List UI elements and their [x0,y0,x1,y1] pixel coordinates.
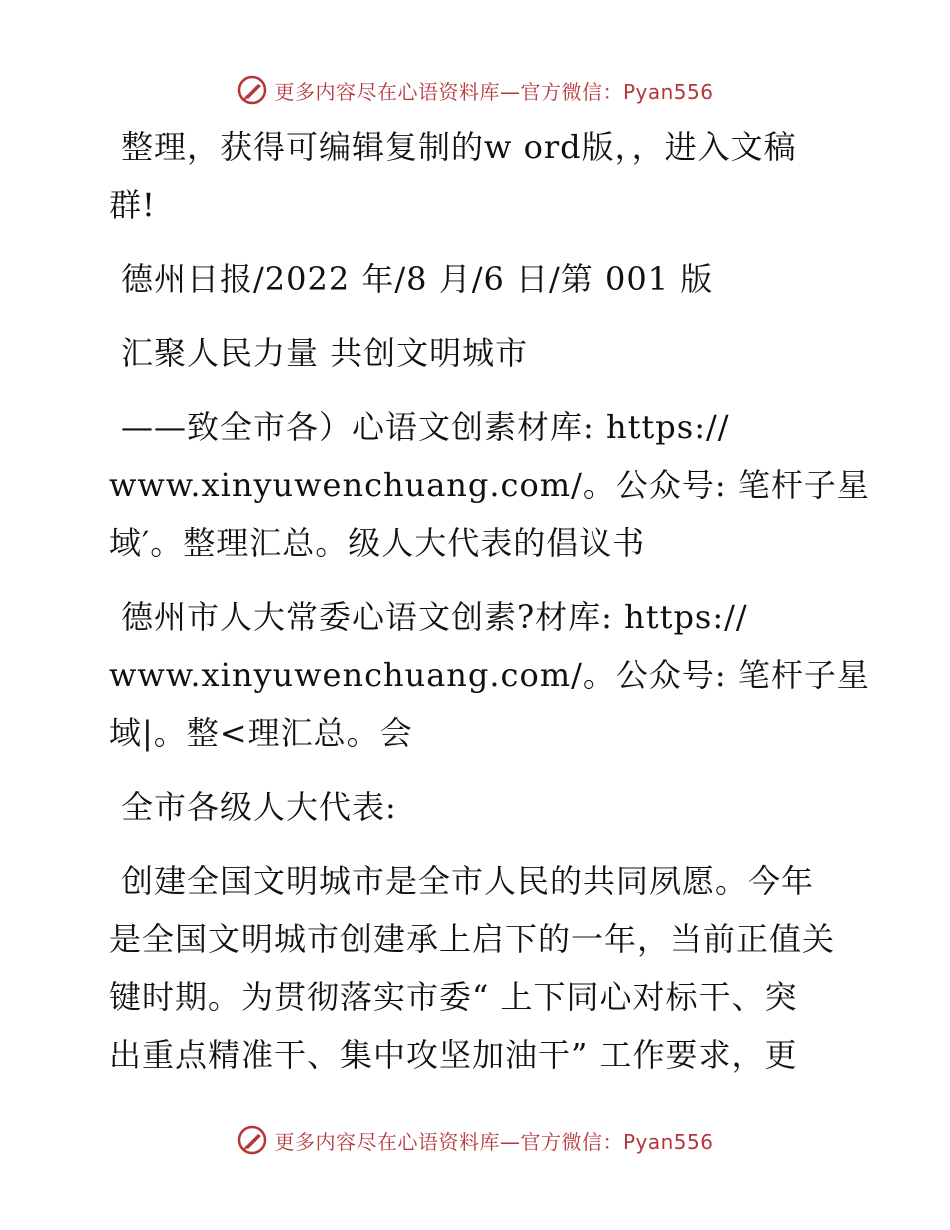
subtitle-paragraph [97,398,870,572]
quill-logo-icon [236,74,268,106]
quill-logo-icon [236,1124,268,1156]
body-line: 键时期。为贯彻落实市委“ 上下同心对标干、突 [109,978,798,1016]
body-line: 出重点精准干、集中攻坚加油干” 工作要求，更 [109,1036,798,1074]
body-line: 是全国文明城市创建承上启下的一年，当前正值关 [109,920,836,958]
salutation [97,778,857,836]
subtitle-line: ——致全市各）心语文创素材库: https:// [121,408,730,446]
headline-text: 汇聚人民力量 共创文明城市 [121,334,529,372]
source-text: 德州日报/2022 年/8 月/6 日/第 001 版 [121,260,714,298]
body-line: 创建全国文明城市是全市人民的共同夙愿。今年 [121,862,815,900]
issuer-line: www.xinyuwenchuang.com/。公众号: 笔杆子星 [109,656,870,694]
source-line [97,250,857,308]
header-watermark-banner [0,70,950,110]
footer-watermark-banner [0,1120,950,1160]
issuer-line: 域|。整<理汇总。会 [109,714,413,752]
body-paragraph [97,852,857,1084]
watermark-text: 更多内容尽在心语资料库—官方微信：Pyan556 [274,79,714,104]
intro-line: 整理，获得可编辑复制的w ord版，，进入文稿 [121,128,797,166]
subtitle-line: 域′。整理汇总。级人大代表的倡议书 [109,524,646,562]
headline [97,324,857,382]
intro-paragraph [97,118,857,234]
salutation-text: 全市各级人大代表: [121,788,397,826]
intro-line: 群! [109,186,156,224]
issuer-line: 德州市人大常委心语文创素?材库: https:// [121,598,748,636]
subtitle-line: www.xinyuwenchuang.com/。公众号: 笔杆子星 [109,466,870,504]
watermark-text: 更多内容尽在心语资料库—官方微信：Pyan556 [274,1129,714,1154]
document-body [97,118,870,1100]
issuer-paragraph [97,588,870,762]
